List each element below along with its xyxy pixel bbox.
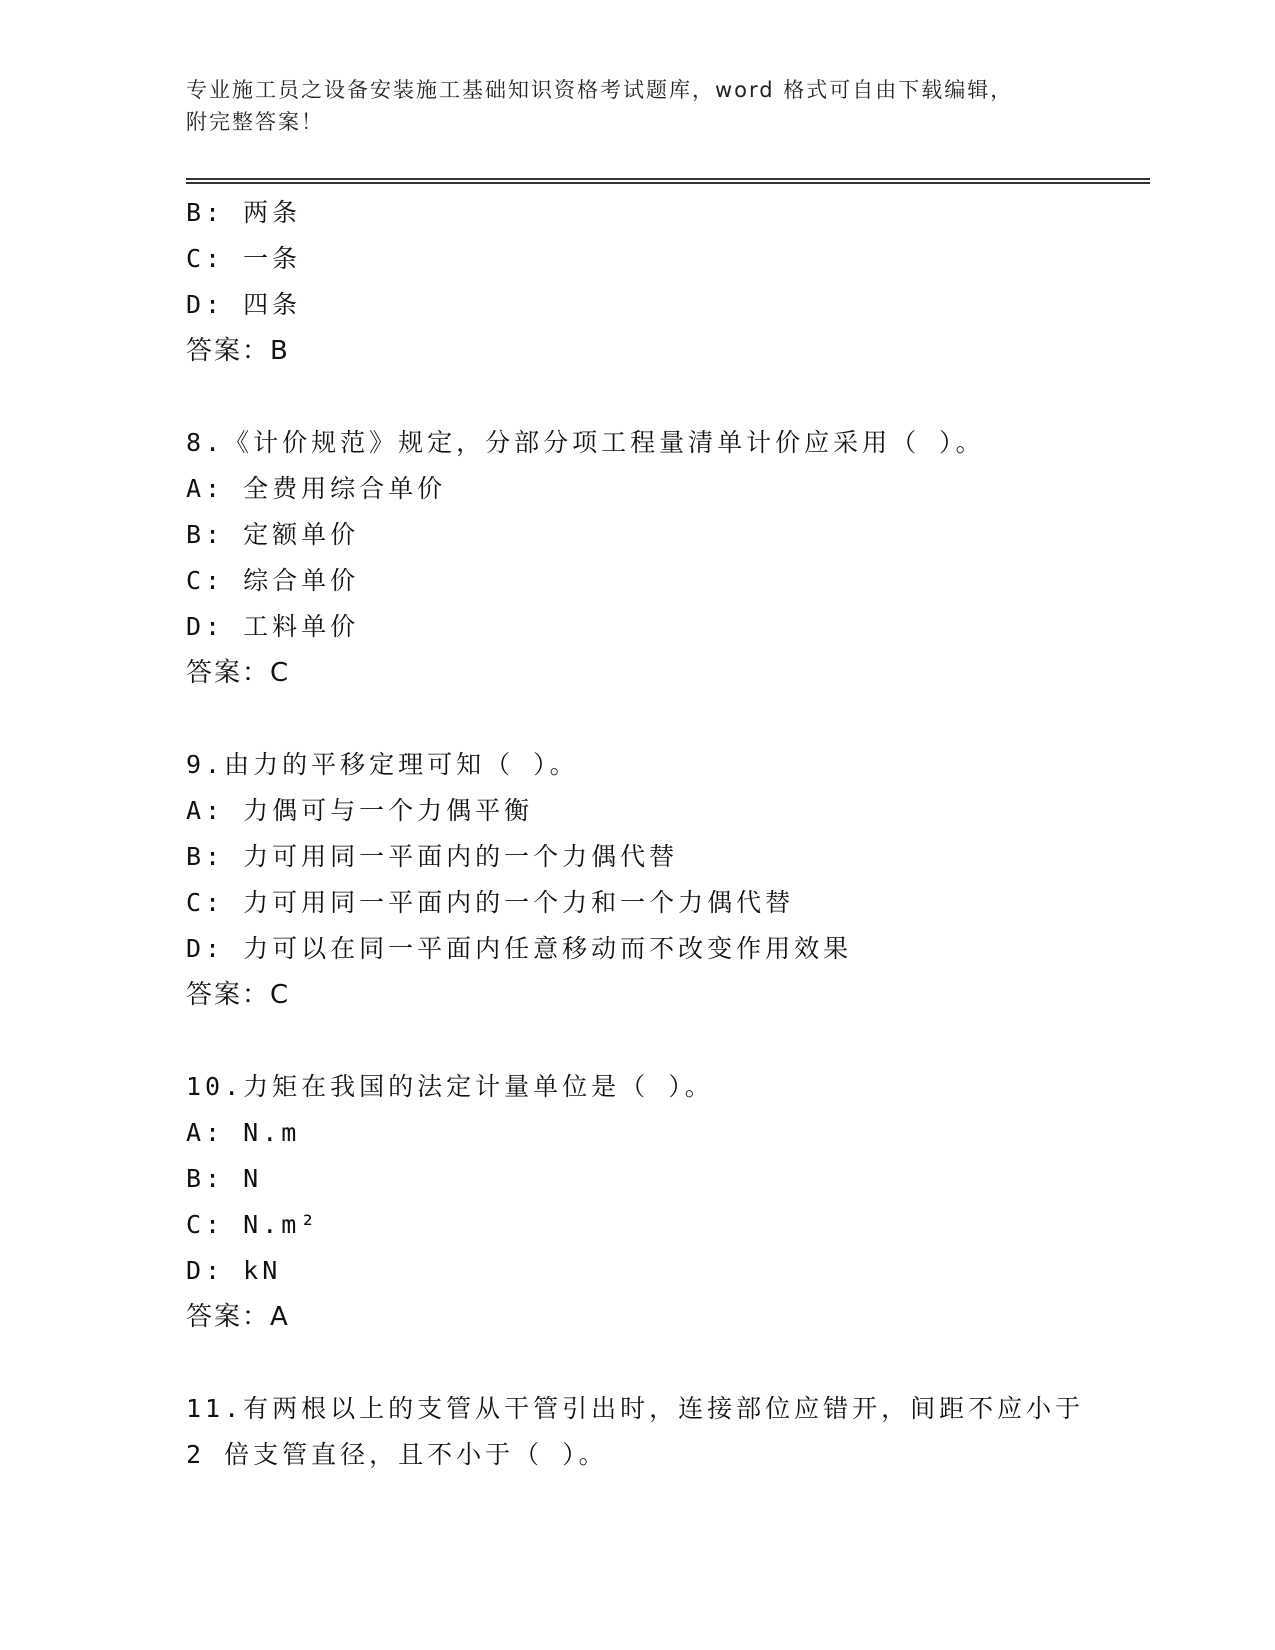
page-header bbox=[186, 74, 1086, 138]
question-stem: 8.《计价规范》规定，分部分项工程量清单计价应采用（ ）。 bbox=[186, 428, 985, 457]
option-c: C: 力可用同一平面内的一个力和一个力偶代替 bbox=[186, 888, 795, 917]
question-8 bbox=[186, 420, 1106, 696]
option-b: B: 力可用同一平面内的一个力偶代替 bbox=[186, 842, 679, 871]
answer-line: 答案：C bbox=[186, 980, 291, 1010]
option-b: B: 定额单价 bbox=[186, 520, 360, 549]
option-a: A: N.m bbox=[186, 1118, 301, 1147]
header-title-line-1: 专业施工员之设备安装施工基础知识资格考试题库，word 格式可自由下载编辑， bbox=[186, 78, 1014, 102]
option-c: C: 一条 bbox=[186, 244, 302, 273]
spacer bbox=[186, 374, 1106, 420]
option-c: C: 综合单价 bbox=[186, 566, 360, 595]
question-stem-line-2: 2 倍支管直径，且不小于（ ）。 bbox=[186, 1440, 608, 1469]
answer-line: 答案：C bbox=[186, 658, 291, 688]
option-d: D: 力可以在同一平面内任意移动而不改变作用效果 bbox=[186, 934, 853, 963]
question-11 bbox=[186, 1386, 1106, 1478]
question-list bbox=[186, 190, 1106, 1478]
option-a: A: 力偶可与一个力偶平衡 bbox=[186, 796, 534, 825]
question-10 bbox=[186, 1064, 1106, 1340]
option-b: B: N bbox=[186, 1164, 263, 1193]
spacer bbox=[186, 1018, 1106, 1064]
answer-line: 答案：B bbox=[186, 336, 290, 366]
question-7-tail bbox=[186, 190, 1106, 374]
option-d: D: kN bbox=[186, 1256, 282, 1285]
option-d: D: 四条 bbox=[186, 290, 302, 319]
option-b: B: 两条 bbox=[186, 198, 302, 227]
spacer bbox=[186, 696, 1106, 742]
question-stem: 10.力矩在我国的法定计量单位是（ ）。 bbox=[186, 1072, 714, 1101]
answer-line: 答案：A bbox=[186, 1302, 290, 1332]
question-stem: 9.由力的平移定理可知（ ）。 bbox=[186, 750, 579, 779]
option-a: A: 全费用综合单价 bbox=[186, 474, 447, 503]
header-divider bbox=[186, 178, 1150, 183]
option-c: C: N.m² bbox=[186, 1210, 320, 1239]
question-stem-line-1: 11.有两根以上的支管从干管引出时，连接部位应错开，间距不应小于 bbox=[186, 1394, 1085, 1423]
spacer bbox=[186, 1340, 1106, 1386]
header-title-line-2: 附完整答案！ bbox=[186, 110, 324, 134]
option-d: D: 工料单价 bbox=[186, 612, 360, 641]
question-9 bbox=[186, 742, 1106, 1018]
